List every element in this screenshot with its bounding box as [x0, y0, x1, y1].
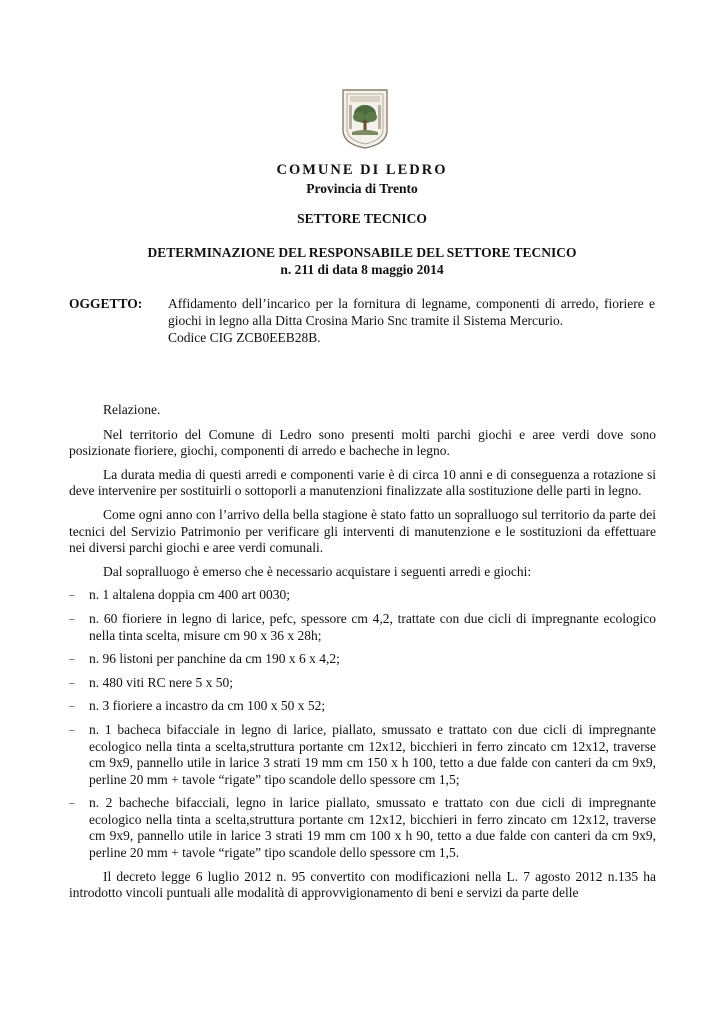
- list-item-text: n. 480 viti RC nere 5 x 50;: [89, 674, 233, 690]
- list-item: [69, 587, 656, 604]
- municipality-name: COMUNE DI LEDRO: [276, 162, 448, 178]
- sector-name: SETTORE TECNICO: [297, 211, 427, 226]
- list-item: [69, 698, 656, 715]
- list-item: [69, 722, 656, 788]
- subject-block: [168, 296, 655, 346]
- paragraph: Dal sopralluogo è emerso che è necessario acquistare i seguenti arredi e giochi:: [103, 563, 532, 579]
- list-item-text: n. 60 fioriere in legno di larice, pefc, spessore cm 4,2, trattate con due cicli di impregnante ecologico nella tinta scelta, misure cm 90 x 36 x 28h;: [89, 610, 656, 643]
- closing-paragraph: Il decreto legge 6 luglio 2012 n. 95 convertito con modificazioni nella L. 7 agosto 2012 n.135 ha introdotto vincoli puntuali alle modalità di approvvigionamento di beni e servizi da parte delle: [69, 868, 656, 901]
- bullet-dash: –: [69, 676, 75, 689]
- bullet-dash: –: [69, 797, 75, 810]
- items-list: [69, 587, 656, 861]
- bullet-dash: –: [69, 653, 75, 666]
- paragraph: Come ogni anno con l’arrivo della bella stagione è stato fatto un sopralluogo sul territorio da parte dei tecnici del Servizio Patrimonio per verificare gli interventi di manutenzione e le sostituzioni da effettuare nei diversi parchi giochi e aree verdi comunali.: [69, 506, 656, 556]
- list-item-text: n. 2 bacheche bifacciali, legno in larice piallato, smussato e trattato con due cicli di impregnante ecologico nella tinta a scelta,struttura portante cm 12x12, bicchieri in ferro zincato cm 12x12, traverse cm 9x9, pannello utile in larice 3 strati 19 mm cm 100 x h 90, tetto a due falde con canteri da cm 9x9, perline 20 mm + tavole “rigate” tipo scandole dello spessore cm 1,5.: [89, 795, 656, 861]
- list-item: [69, 651, 656, 668]
- relazione-heading: Relazione.: [103, 402, 161, 417]
- bullet-dash: –: [69, 589, 75, 602]
- bullet-dash: –: [69, 723, 75, 736]
- subject-text: Affidamento dell’incarico per la fornitura di legname, componenti di arredo, fioriere e giochi in legno alla Ditta Crosina Mario Snc tramite il Sistema Mercurio.: [168, 296, 655, 328]
- determination-title: DETERMINAZIONE DEL RESPONSABILE DEL SETTORE TECNICO: [147, 245, 577, 260]
- list-item-text: n. 96 listoni per panchine da cm 190 x 6 x 4,2;: [89, 651, 340, 667]
- paragraph: Nel territorio del Comune di Ledro sono presenti molti parchi giochi e aree verdi dove sono posizionate fioriere, giochi, componenti di arredo e bacheche in legno.: [69, 426, 656, 459]
- paragraph: La durata media di questi arredi e componenti varie è di circa 10 anni e di conseguenza a rotazione si deve intervenire per sostituirli o sottoporli a manutenzioni finalizzate alla sostituzione delle parti in legno.: [69, 466, 656, 499]
- document-body: [69, 402, 656, 909]
- bullet-dash: –: [69, 612, 75, 625]
- municipal-seal-tree-icon: [340, 86, 390, 150]
- province-name: Provincia di Trento: [306, 181, 418, 196]
- list-item-text: n. 1 altalena doppia cm 400 art 0030;: [89, 587, 290, 603]
- bullet-dash: –: [69, 700, 75, 713]
- determination-number: n. 211 di data 8 maggio 2014: [280, 262, 444, 277]
- list-item: [69, 795, 656, 861]
- subject-label: OGGETTO:: [69, 296, 143, 311]
- list-item-text: n. 1 bacheca bifacciale in legno di larice, piallato, smussato e trattato con due cicli di impregnante ecologico nella tinta a scelta,struttura portante cm 12x12, bicchieri in ferro zincato cm 12x12, traverse cm 9x9, pannello utile in larice 3 strati 19 mm cm 150 x h 100, tetto a due falde con canteri da cm 9x9, perline 20 mm + tavole “rigate” tipo scandole dello spessore cm 1,5;: [89, 721, 656, 787]
- subject-cig: Codice CIG ZCB0EEB28B.: [168, 329, 321, 345]
- list-item-text: n. 3 fioriere a incastro da cm 100 x 50 x 52;: [89, 698, 326, 714]
- list-item: [69, 611, 656, 644]
- list-item: [69, 675, 656, 692]
